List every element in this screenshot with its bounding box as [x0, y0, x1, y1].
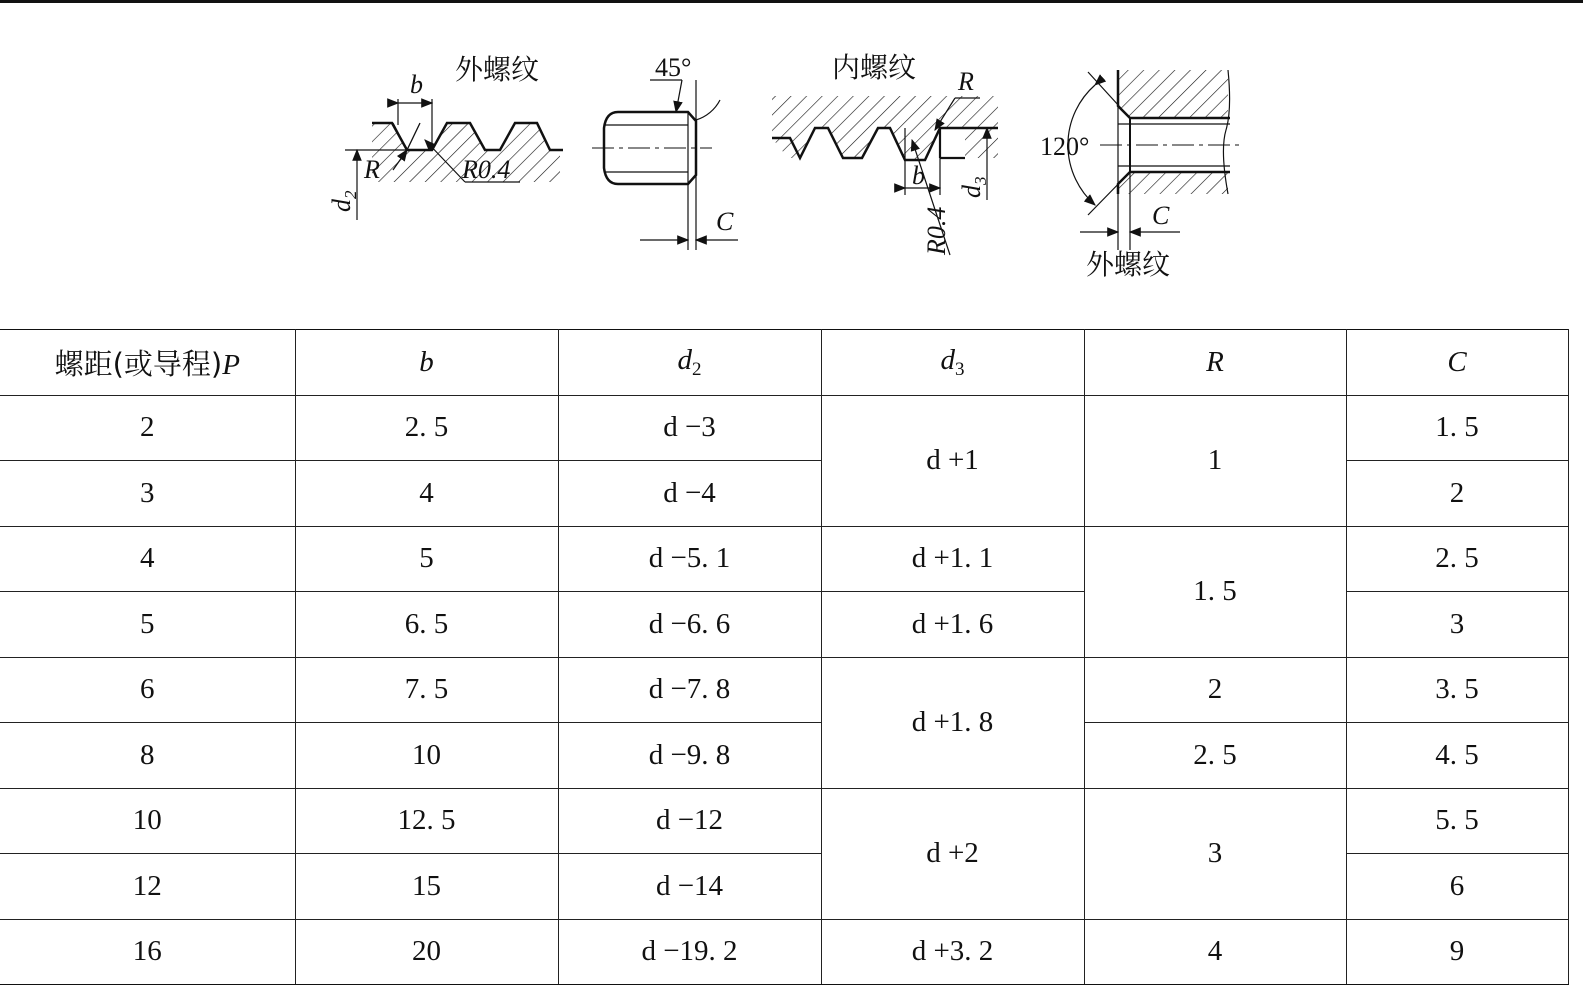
cell-r: 1: [1084, 395, 1346, 526]
thread-undercut-table: [0, 329, 1569, 985]
label-external-thread-bottom: 外螺纹: [1086, 248, 1171, 281]
cell-pitch: 4: [0, 526, 295, 592]
cell-d2: d −12: [558, 788, 821, 854]
svg-text:d3: $d_3$: [957, 176, 990, 198]
cell-c: 6: [1346, 854, 1568, 920]
svg-text:d2: $d_2$: [327, 190, 360, 212]
cell-pitch: 3: [0, 461, 295, 527]
dim-r-label: R: [364, 155, 380, 184]
label-external-thread: 外螺纹: [455, 53, 540, 86]
cell-r: 1. 5: [1084, 526, 1346, 657]
cell-r: 2. 5: [1084, 723, 1346, 789]
header-r: R: [1084, 330, 1346, 396]
svg-text:R0.4: R0.4: [922, 206, 951, 255]
cell-d3: d +2: [821, 788, 1084, 919]
header-d2: $d_2$: [558, 330, 821, 396]
cell-d3: d +1. 8: [821, 657, 1084, 788]
dim-b-label-internal: b: [912, 161, 925, 190]
header-c: C: [1346, 330, 1568, 396]
cell-pitch: 8: [0, 723, 295, 789]
cell-b: 2. 5: [295, 395, 558, 461]
angle-120-label: 120°: [1040, 132, 1090, 161]
cell-d3: d +1. 1: [821, 526, 1084, 592]
cell-b: 20: [295, 919, 558, 985]
cell-c: 2. 5: [1346, 526, 1568, 592]
dim-r-label-internal: R: [958, 67, 974, 96]
dim-c-label-shaft: C: [716, 207, 734, 236]
cell-pitch: 12: [0, 854, 295, 920]
cell-d2: d −3: [558, 395, 821, 461]
dim-c-label-bore: C: [1152, 201, 1170, 230]
cell-d2: d −6. 6: [558, 592, 821, 658]
cell-d2: d −5. 1: [558, 526, 821, 592]
cell-c: 5. 5: [1346, 788, 1568, 854]
cell-d2: d −19. 2: [558, 919, 821, 985]
cell-d2: d −4: [558, 461, 821, 527]
cell-d2: d −14: [558, 854, 821, 920]
thread-undercut-diagram: [0, 0, 1583, 300]
label-internal-thread: 内螺纹: [832, 51, 917, 84]
cell-r: 4: [1084, 919, 1346, 985]
dim-d2-label: [327, 190, 360, 212]
cell-r: 3: [1084, 788, 1346, 919]
cell-c: 3. 5: [1346, 657, 1568, 723]
cell-r: 2: [1084, 657, 1346, 723]
table-row: [0, 657, 1568, 723]
cell-b: 7. 5: [295, 657, 558, 723]
dim-b-label: b: [410, 70, 423, 99]
table-row: [0, 395, 1568, 461]
cell-pitch: 10: [0, 788, 295, 854]
dim-d3-label: [957, 177, 990, 199]
cell-d3: d +1: [821, 395, 1084, 526]
cell-b: 15: [295, 854, 558, 920]
cell-pitch: 6: [0, 657, 295, 723]
header-d3: $d_3$: [821, 330, 1084, 396]
cell-b: 5: [295, 526, 558, 592]
cell-c: 2: [1346, 461, 1568, 527]
dim-r04-label-internal: [922, 207, 951, 256]
table-row: [0, 788, 1568, 854]
internal-thread-profile: [772, 96, 998, 255]
cell-pitch: 16: [0, 919, 295, 985]
cell-c: 4. 5: [1346, 723, 1568, 789]
cell-b: 6. 5: [295, 592, 558, 658]
cell-d3: d +3. 2: [821, 919, 1084, 985]
angle-45-label: 45°: [655, 53, 692, 82]
cell-c: 1. 5: [1346, 395, 1568, 461]
dim-r04-label: R0.4: [462, 155, 511, 184]
table-header-row: [0, 330, 1568, 396]
table-row: [0, 919, 1568, 985]
header-b: b: [295, 330, 558, 396]
cell-b: 4: [295, 461, 558, 527]
table-row: [0, 723, 1568, 789]
cell-d3: d +1. 6: [821, 592, 1084, 658]
cell-pitch: 2: [0, 395, 295, 461]
cell-c: 9: [1346, 919, 1568, 985]
table-row: [0, 526, 1568, 592]
cell-d2: d −9. 8: [558, 723, 821, 789]
cell-d2: d −7. 8: [558, 657, 821, 723]
cell-b: 12. 5: [295, 788, 558, 854]
cell-c: 3: [1346, 592, 1568, 658]
cell-pitch: 5: [0, 592, 295, 658]
header-pitch: 螺距(或导程)P: [0, 330, 295, 396]
cell-b: 10: [295, 723, 558, 789]
